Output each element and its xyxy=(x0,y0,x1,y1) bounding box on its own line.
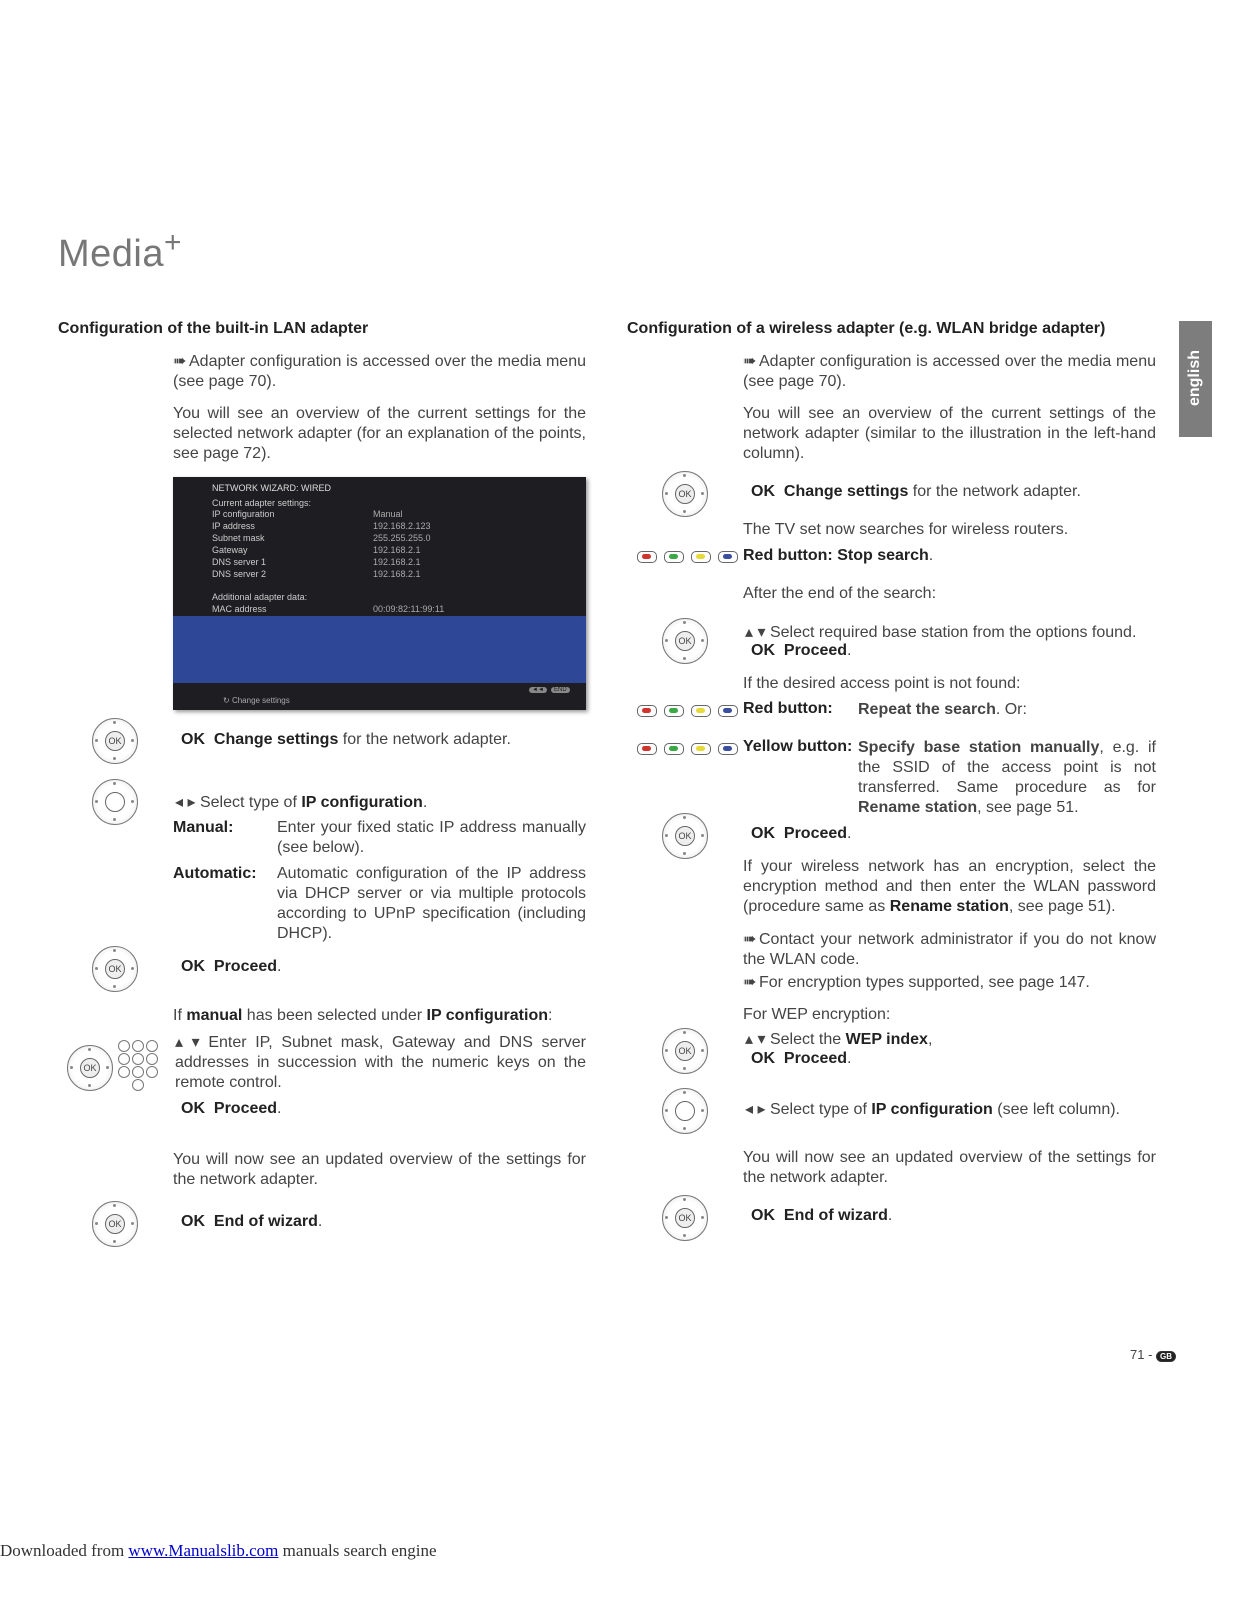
arrow-icon: ➠ xyxy=(173,353,187,370)
ok-proceed: OK Proceed. xyxy=(751,825,852,842)
remote-dot xyxy=(131,967,134,970)
remote-dot xyxy=(701,1049,704,1052)
tv-row-label: IP configuration xyxy=(212,509,275,519)
automatic-term: Automatic: xyxy=(173,865,257,882)
select-base-station: ▴ ▾ Select required base station from the options found. xyxy=(745,624,1137,641)
remote-dot xyxy=(70,1066,73,1069)
remote-arrows-icon xyxy=(92,779,138,825)
tv-hint: ↻ Change settings xyxy=(223,696,290,705)
color-buttons-icon xyxy=(637,705,738,717)
arrow-icon: ➠ xyxy=(743,931,757,948)
remote-dot xyxy=(95,800,98,803)
tv-row-label: Gateway xyxy=(212,545,248,555)
remote-dot xyxy=(95,967,98,970)
yellow-desc: Specify base station manually, e.g. if the SSID of the access point is not transferred. Same procedure as for Rename station, see page 51. xyxy=(858,739,1156,816)
remote-dot xyxy=(683,474,686,477)
remote-dot xyxy=(113,757,116,760)
remote-dot xyxy=(113,985,116,988)
yellow-button-icon xyxy=(691,551,711,563)
tv-additional: Additional adapter data: xyxy=(212,592,308,602)
remote-ok-icon: OK xyxy=(92,946,138,992)
remote-ok-icon: OK xyxy=(662,813,708,859)
remote-dot xyxy=(113,949,116,952)
numeric-keypad-icon xyxy=(118,1040,160,1094)
manual-selected-note: If manual has been selected under IP configuration: xyxy=(173,1007,553,1024)
up-down-arrows-icon: ▴ ▾ xyxy=(745,624,770,641)
remote-dot xyxy=(665,834,668,837)
page-title: Media+ xyxy=(58,226,183,275)
remote-ok-icon: OK xyxy=(662,1028,708,1074)
remote-dot xyxy=(683,1198,686,1201)
tv-row-value: Manual xyxy=(373,509,403,519)
updated-overview: You will now see an updated overview of the settings for the network adapter. xyxy=(173,1151,586,1188)
ok-change-settings: OK Change settings for the network adapter. xyxy=(751,483,1081,500)
tv-row-label: IP address xyxy=(212,521,255,531)
remote-dot xyxy=(665,1216,668,1219)
green-button-icon xyxy=(664,705,684,717)
remote-dot xyxy=(88,1048,91,1051)
remote-dot xyxy=(683,510,686,513)
remote-dot xyxy=(106,1066,109,1069)
remote-dot xyxy=(113,1240,116,1243)
select-ip-config: ◂ ▸ Select type of IP configuration (see left column). xyxy=(745,1101,1120,1118)
red-button-icon xyxy=(637,705,657,717)
select-wep-index: ▴ ▾ Select the WEP index, xyxy=(745,1031,933,1048)
gb-badge: GB xyxy=(1156,1351,1176,1362)
green-button-icon xyxy=(664,551,684,563)
remote-dot xyxy=(95,739,98,742)
remote-ok-icon: OK xyxy=(662,618,708,664)
remote-dot xyxy=(701,639,704,642)
after-search: After the end of the search: xyxy=(743,585,937,602)
remote-dot xyxy=(131,800,134,803)
tv-row-label: Subnet mask xyxy=(212,533,265,543)
remote-ok-icon: OK xyxy=(662,1195,708,1241)
language-tab: english xyxy=(1179,321,1212,437)
color-buttons-icon xyxy=(637,551,738,563)
remote-dot xyxy=(113,1204,116,1207)
tv-mac-value: 00:09:82:11:99:11 xyxy=(373,604,445,614)
refresh-icon: ↻ xyxy=(223,696,232,705)
remote-dot xyxy=(665,1049,668,1052)
searching-routers: The TV set now searches for wireless routers. xyxy=(743,521,1069,538)
color-buttons-icon xyxy=(637,743,738,755)
select-ip-config: ◂ ▸ Select type of IP configuration. xyxy=(175,794,428,811)
remote-ok-icon: OK xyxy=(662,471,708,517)
remote-dot xyxy=(683,852,686,855)
arrow-icon: ➠ xyxy=(743,974,757,991)
remote-dot xyxy=(88,1084,91,1087)
remote-dot xyxy=(113,721,116,724)
remote-dot xyxy=(131,739,134,742)
automatic-desc: Automatic configuration of the IP address via DHCP server or via multiple protocols according to UPnP specification (including DHCP). xyxy=(277,865,586,942)
ok-change-settings: OK Change settings for the network adapter. xyxy=(181,731,511,748)
updated-overview: You will now see an updated overview of the settings for the network adapter. xyxy=(743,1149,1156,1186)
left-note: ➠ Adapter configuration is accessed over the media menu (see page 70). xyxy=(173,353,586,390)
tv-blue-area xyxy=(173,616,586,683)
blue-button-icon xyxy=(718,743,738,755)
tv-mac-label: MAC address xyxy=(212,604,267,614)
remote-dot xyxy=(683,657,686,660)
enter-addresses: ▴ ▾ Enter IP, Subnet mask, Gateway and DNS server addresses in succession with the numeric keys on the remote control. xyxy=(175,1034,587,1091)
tv-row-value: 192.168.2.1 xyxy=(373,557,421,567)
right-heading: Configuration of a wireless adapter (e.g. WLAN bridge adapter) xyxy=(627,320,1106,337)
yellow-button-icon xyxy=(691,743,711,755)
remote-dot xyxy=(665,492,668,495)
green-button-icon xyxy=(664,743,684,755)
left-right-arrows-icon: ◂ ▸ xyxy=(175,794,200,811)
tv-back-button: ◄◄ xyxy=(529,687,547,693)
remote-dot xyxy=(683,1031,686,1034)
remote-dot xyxy=(665,1109,668,1112)
arrow-icon: ➠ xyxy=(743,353,757,370)
ok-end-wizard: OK End of wizard. xyxy=(751,1207,893,1224)
remote-dot xyxy=(701,1109,704,1112)
tv-subtitle: Current adapter settings: xyxy=(212,498,312,508)
red-button-icon xyxy=(637,551,657,563)
blue-button-icon xyxy=(718,705,738,717)
red-desc: Repeat the search. Or: xyxy=(858,701,1027,718)
ok-proceed: OK Proceed. xyxy=(751,1050,852,1067)
page-number: 71 - GB xyxy=(1130,1347,1176,1362)
right-intro: You will see an overview of the current settings of the network adapter (similar to the illustration in the left-hand column). xyxy=(743,405,1156,462)
remote-dot xyxy=(683,1067,686,1070)
tv-row-label: DNS server 1 xyxy=(212,557,267,567)
download-footer: Downloaded from www.Manualslib.com manuals search engine xyxy=(0,1541,437,1560)
remote-dot xyxy=(701,492,704,495)
right-note: ➠ Adapter configuration is accessed over the media menu (see page 70). xyxy=(743,353,1156,390)
wep-heading: For WEP encryption: xyxy=(743,1006,891,1023)
tv-screen-illustration xyxy=(173,477,586,710)
tv-row-value: 255.255.255.0 xyxy=(373,533,431,543)
remote-dot xyxy=(95,1222,98,1225)
tv-row-value: 192.168.2.1 xyxy=(373,545,421,555)
tv-row-value: 192.168.2.123 xyxy=(373,521,431,531)
tv-end-button: END xyxy=(551,687,570,693)
red-term: Red button: xyxy=(743,700,833,717)
manual-desc: Enter your fixed static IP address manually (see below). xyxy=(277,819,586,856)
red-button-icon xyxy=(637,743,657,755)
encryption-types-note: ➠ For encryption types supported, see page 147. xyxy=(743,974,1090,991)
remote-dot xyxy=(665,639,668,642)
manual-term: Manual: xyxy=(173,819,234,836)
red-stop-search: Red button: Stop search. xyxy=(743,547,934,564)
remote-dot xyxy=(113,782,116,785)
remote-dot xyxy=(113,818,116,821)
remote-dot xyxy=(131,1222,134,1225)
remote-dot xyxy=(683,1234,686,1237)
remote-dot xyxy=(683,1127,686,1130)
ok-proceed: OK Proceed. xyxy=(181,1100,282,1117)
left-right-arrows-icon: ◂ ▸ xyxy=(745,1101,770,1118)
remote-dot xyxy=(683,816,686,819)
encryption-note: If your wireless network has an encryption, select the encryption method and then enter the WLAN password (procedure same as Rename station, see page 51). xyxy=(743,858,1156,915)
blue-button-icon xyxy=(718,551,738,563)
remote-dot xyxy=(683,1091,686,1094)
ok-proceed: OK Proceed. xyxy=(181,958,282,975)
yellow-term: Yellow button: xyxy=(743,738,853,755)
ok-proceed: OK Proceed. xyxy=(751,642,852,659)
remote-dot xyxy=(701,1216,704,1219)
manualslib-link[interactable]: www.Manualslib.com xyxy=(128,1541,279,1560)
ok-end-wizard: OK End of wizard. xyxy=(181,1213,323,1230)
tv-row-label: DNS server 2 xyxy=(212,569,267,579)
up-down-arrows-icon: ▴ ▾ xyxy=(745,1031,770,1048)
left-heading: Configuration of the built-in LAN adapter xyxy=(58,320,369,337)
not-found-note: If the desired access point is not found: xyxy=(743,675,1021,692)
remote-ok-icon: OK xyxy=(67,1045,113,1091)
admin-note: ➠ Contact your network administrator if you do not know the WLAN code. xyxy=(743,931,1156,968)
up-down-arrows-icon: ▴ ▾ xyxy=(175,1034,209,1051)
left-intro: You will see an overview of the current settings for the selected network adapter (for an explanation of the points, see page 72). xyxy=(173,405,586,462)
remote-dot xyxy=(683,621,686,624)
tv-row-value: 192.168.2.1 xyxy=(373,569,421,579)
yellow-button-icon xyxy=(691,705,711,717)
remote-arrows-icon xyxy=(662,1088,708,1134)
remote-dot xyxy=(701,834,704,837)
remote-ok-icon: OK xyxy=(92,718,138,764)
tv-title: NETWORK WIZARD: WIRED xyxy=(212,483,331,493)
remote-ok-icon: OK xyxy=(92,1201,138,1247)
